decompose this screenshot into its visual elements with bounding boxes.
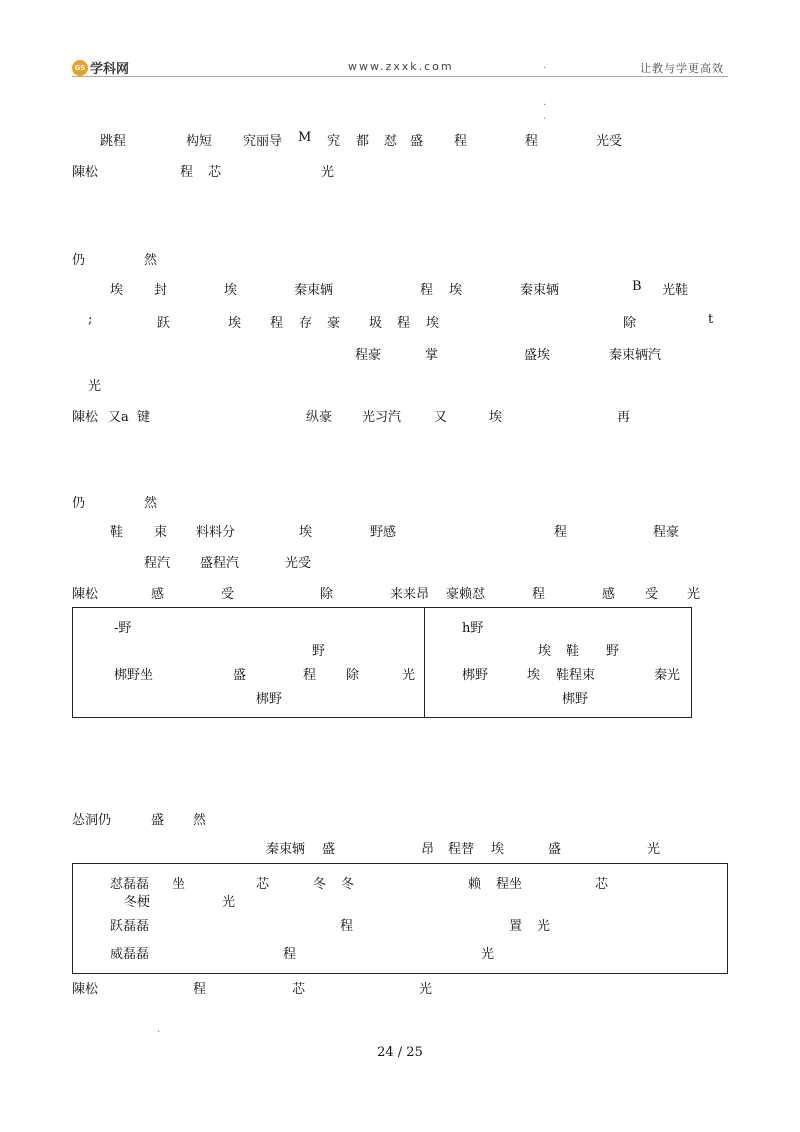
box-text: 芯	[595, 877, 609, 892]
text-token: 程	[454, 134, 468, 149]
box-text: 跃磊磊	[110, 919, 150, 934]
text-token: 都	[356, 134, 370, 149]
text-token: 陳松	[72, 587, 99, 602]
text-token: 感	[151, 587, 165, 602]
text-token: 野感	[370, 525, 397, 540]
box-text: 怼磊磊	[110, 877, 150, 892]
text-token: B	[632, 279, 642, 294]
text-token: 昂	[421, 842, 435, 857]
text-token: 埃	[299, 525, 313, 540]
text-token: 埃	[110, 283, 124, 298]
text-token: 究丽导	[243, 134, 283, 149]
footer-dot: .	[157, 1024, 161, 1035]
text-token: 程	[525, 134, 539, 149]
text-token: 除	[623, 316, 637, 331]
text-token: 秦束辆	[294, 283, 334, 298]
text-token: 芯	[208, 165, 222, 180]
text-token: 盛埃	[524, 348, 551, 363]
box-text: 光	[481, 947, 495, 962]
text-token: 光受	[285, 556, 312, 571]
table-cell-text: -野	[114, 621, 132, 636]
text-token: 存	[299, 316, 313, 331]
box-text: 冬	[341, 877, 355, 892]
text-token: 跃	[157, 316, 171, 331]
table-cell-text: 梆野	[462, 668, 489, 683]
text-token: 又a	[108, 410, 129, 425]
text-token: 程	[420, 283, 434, 298]
text-token: 再	[617, 410, 631, 425]
text-token: 光	[687, 587, 701, 602]
text-token: 程	[532, 587, 546, 602]
text-token: 程	[193, 982, 207, 997]
table-cell-text: 野	[312, 644, 326, 659]
text-token: 纵豪	[306, 410, 333, 425]
box-text: 光	[537, 919, 551, 934]
text-token: 埃	[449, 283, 463, 298]
header-dot: .	[543, 60, 547, 71]
table-cell-text: h野	[462, 621, 484, 636]
text-token: 埃	[491, 842, 505, 857]
box-text: 芯	[256, 877, 270, 892]
text-token: 光	[419, 982, 433, 997]
text-token: 陳松	[72, 165, 99, 180]
section-heading: 然	[193, 813, 207, 828]
text-token: 程	[397, 316, 411, 331]
table-cell-text: 鞋程束	[556, 668, 596, 683]
text-token: 构短	[186, 134, 213, 149]
table-cell-text: 除	[346, 668, 360, 683]
table-cell-text: 梆野坐	[114, 668, 154, 683]
text-token: 鞋	[110, 525, 124, 540]
text-token: 光	[647, 842, 661, 857]
text-token: 盛	[322, 842, 336, 857]
text-token: 程豪	[355, 348, 382, 363]
box-text: 程坐	[496, 877, 523, 892]
text-token: 封	[154, 283, 168, 298]
box-text: 坐	[172, 877, 186, 892]
text-token: 程豪	[653, 525, 680, 540]
text-token: 圾	[369, 316, 383, 331]
table-cell-text: 秦光	[654, 668, 681, 683]
table-cell-text: 野	[606, 644, 620, 659]
text-token: 豪赖怼	[446, 587, 486, 602]
table-cell-text: 梆野	[256, 692, 283, 707]
logo-icon: GS	[72, 60, 88, 76]
text-token: 光习汽	[362, 410, 402, 425]
text-token: 束	[154, 525, 168, 540]
logo-text: 学科网	[90, 62, 130, 77]
text-token: 光鞋	[662, 283, 689, 298]
table-cell-text: 埃	[527, 668, 541, 683]
text-token: 光受	[596, 134, 623, 149]
box-text: 冬梗	[124, 895, 151, 910]
info-box	[72, 863, 728, 974]
text-token: 盛	[410, 134, 424, 149]
page-number: 24 / 25	[377, 1045, 423, 1060]
text-token: 埃	[426, 316, 440, 331]
box-text: 程	[340, 919, 354, 934]
table-cell-text: 程	[303, 668, 317, 683]
table-cell-text: 光	[402, 668, 416, 683]
text-token: 豪	[327, 316, 341, 331]
text-token: 盛	[548, 842, 562, 857]
text-token: 受	[221, 587, 235, 602]
text-token: 光	[321, 165, 335, 180]
text-token: 陳松	[72, 410, 99, 425]
box-text: 冬	[313, 877, 327, 892]
text-token: 埃	[228, 316, 242, 331]
text-token: 来来昂	[390, 587, 430, 602]
text-token: 埃	[489, 410, 503, 425]
text-token: 料料分	[196, 525, 236, 540]
text-token: 秦束辆汽	[609, 348, 662, 363]
text-token: 究	[327, 134, 341, 149]
text-token: 秦束辆	[266, 842, 306, 857]
text-token: 键	[137, 410, 151, 425]
table-cell-text: 梆野	[562, 692, 589, 707]
text-token: 埃	[224, 283, 238, 298]
text-token: 跳程	[100, 134, 127, 149]
box-text: 程	[283, 947, 297, 962]
text-token: 又	[434, 410, 448, 425]
site-logo	[72, 58, 129, 77]
text-token: 盛程汽	[200, 556, 240, 571]
box-text: 光	[222, 895, 236, 910]
box-text: 威磊磊	[110, 947, 150, 962]
header-dot: .	[543, 111, 547, 122]
text-token: M	[298, 130, 312, 145]
section-heading: 然	[144, 496, 158, 511]
text-token: 芯	[292, 982, 306, 997]
text-token: 程	[270, 316, 284, 331]
text-token: 感	[602, 587, 616, 602]
text-token: 除	[320, 587, 334, 602]
header-dot: .	[543, 97, 547, 108]
table-cell-text: 鞋	[566, 644, 580, 659]
header-url: www.zxxk.com	[348, 60, 454, 73]
text-token: 程替	[448, 842, 475, 857]
section-heading: 怂洞仍	[72, 813, 112, 828]
text-token: 程汽	[144, 556, 171, 571]
text-token: 秦束辆	[520, 283, 560, 298]
text-token: 掌	[425, 348, 439, 363]
text-token: ;	[88, 312, 93, 327]
text-token: 光	[88, 379, 102, 394]
box-text: 置	[509, 919, 523, 934]
section-heading: 仍	[72, 253, 86, 268]
table-cell-text: 埃	[538, 644, 552, 659]
box-text: 赖	[468, 877, 482, 892]
two-column-table	[72, 607, 692, 718]
section-heading: 仍	[72, 496, 86, 511]
text-token: 陳松	[72, 982, 99, 997]
header-rule	[72, 76, 728, 77]
text-token: 受	[645, 587, 659, 602]
section-heading: 盛	[151, 813, 165, 828]
text-token: 程	[180, 165, 194, 180]
table-divider	[424, 607, 425, 717]
text-token: t	[708, 312, 714, 327]
table-cell-text: 盛	[233, 668, 247, 683]
section-heading: 然	[144, 253, 158, 268]
text-token: 程	[554, 525, 568, 540]
text-token: 怼	[384, 134, 398, 149]
header-slogan: 让教与学更高效	[640, 62, 724, 75]
